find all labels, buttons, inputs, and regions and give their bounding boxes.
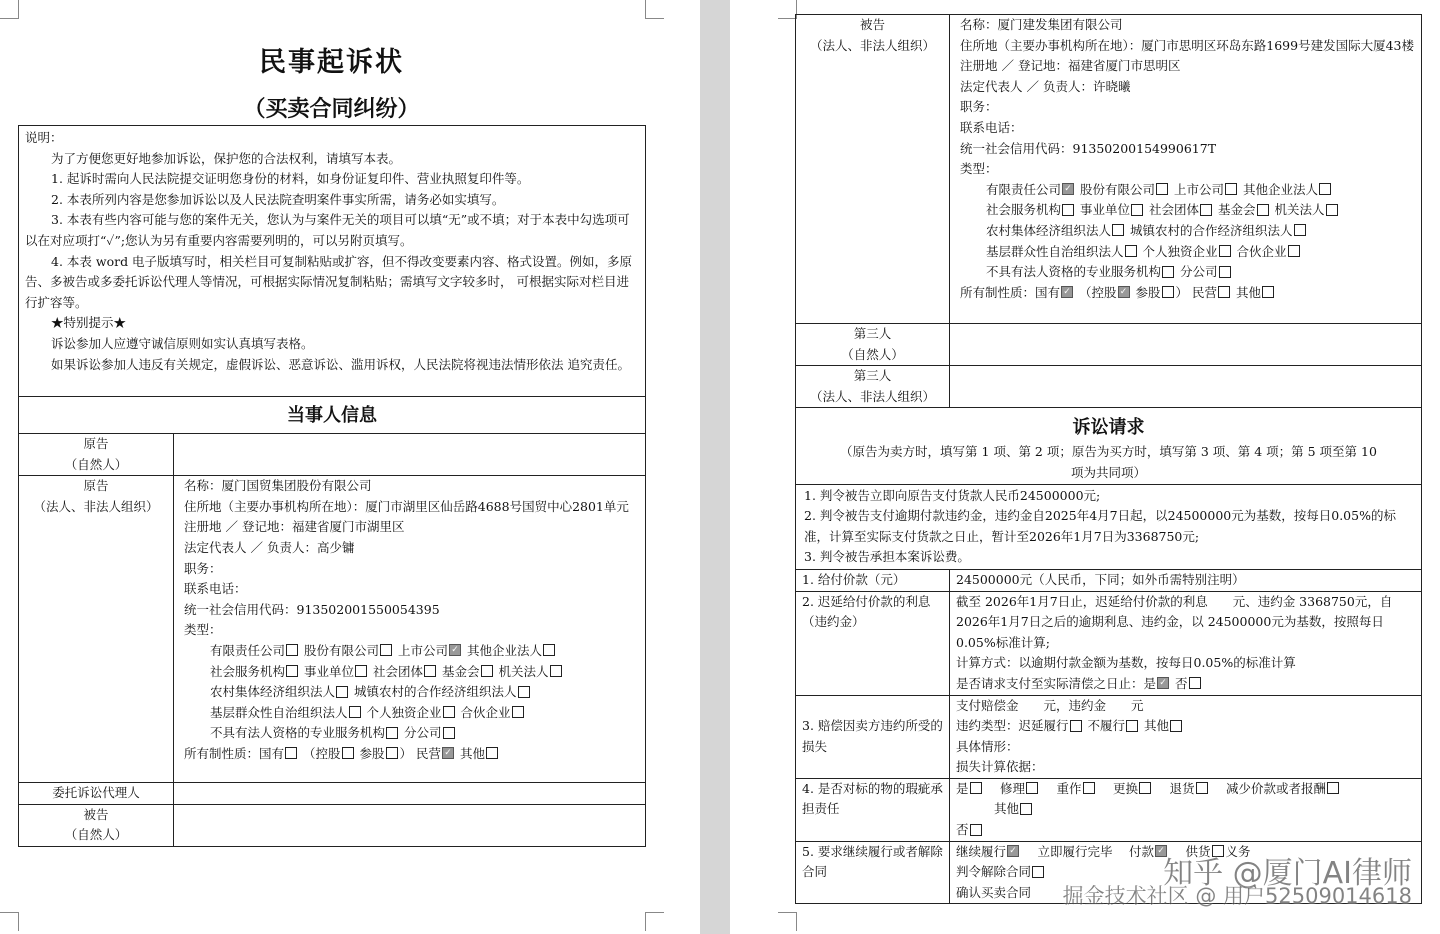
plaintiff-phone: 联系电话： xyxy=(184,581,247,597)
q4-other xyxy=(956,799,1415,820)
page-right xyxy=(730,0,1440,934)
checkbox-checked[interactable]: ✓ xyxy=(1118,286,1130,298)
third-natural-row xyxy=(796,324,1422,366)
q5-terminate-label: 判令解除合同 xyxy=(956,864,1032,880)
document-title: 民事起诉状 xyxy=(259,47,404,78)
type-option-label: 城镇农村的合作经济组织法人 xyxy=(354,684,517,700)
checkbox[interactable] xyxy=(970,824,982,836)
label-sub: （自然人） xyxy=(64,827,128,843)
ownership-option: 民营 xyxy=(416,745,442,761)
q4-row xyxy=(796,778,1422,841)
q2-method: 计算方式：以逾期付款金额为基数，按每日0.05%的标准计算 xyxy=(956,655,1296,671)
watermark-juejin: 掘金技术社区 @ 用户52509014618 xyxy=(1062,884,1412,908)
checkbox[interactable] xyxy=(285,747,297,759)
q3-label: 3. 赔偿因卖方违约所受的损失 xyxy=(796,695,950,778)
checkbox-checked[interactable]: ✓ xyxy=(1155,845,1167,857)
type-option-label: 不具有法人资格的专业服务机构 xyxy=(210,725,386,741)
instruction-item: 2. 本表所列内容是您参加诉讼以及人民法院查明案件事实所需，请务必如实填写。 xyxy=(51,191,505,207)
q4-option: 重作 xyxy=(1056,780,1082,796)
defendant-type-row-1 xyxy=(960,180,1415,201)
claim-item: 2. 判令被告支付逾期付款违约金，违约金自2025年4月7日起，以24500000元为基数，按每日0.05%的标准，计算至实际支付货款之日止，暂计至2026年1月7日为3368750元; xyxy=(804,508,1396,544)
type-option-label: 分公司 xyxy=(404,725,442,741)
plaintiff-type-row-5 xyxy=(184,723,639,744)
agent-value[interactable] xyxy=(174,783,646,805)
checkbox[interactable] xyxy=(286,665,298,677)
party-section-heading: 当事人信息 xyxy=(19,397,646,434)
label-sub: （法人、非法人组织） xyxy=(33,498,159,514)
checkbox[interactable] xyxy=(1257,204,1269,216)
checkbox[interactable] xyxy=(486,747,498,759)
checkbox[interactable] xyxy=(1294,224,1306,236)
plaintiff-type-row-3 xyxy=(184,682,639,703)
defendant-position: 职务： xyxy=(960,99,998,115)
defendant-representative: 法定代表人 ／ 负责人：许晓曦 xyxy=(960,78,1131,94)
defendant-phone: 联系电话： xyxy=(960,119,1023,135)
checkbox[interactable] xyxy=(286,644,298,656)
checkbox[interactable] xyxy=(1156,183,1168,195)
q2-until xyxy=(956,674,1415,695)
ownership-option: 国有 xyxy=(259,745,285,761)
type-option-label: 基金会 xyxy=(442,663,480,679)
checkbox[interactable] xyxy=(1218,286,1230,298)
plaintiff-org-details[interactable] xyxy=(174,476,646,783)
checkbox[interactable] xyxy=(443,706,455,718)
right-form-table xyxy=(795,14,1422,904)
checkbox[interactable] xyxy=(1327,782,1339,794)
type-option-label: 个人独资企业 xyxy=(366,704,442,720)
crop-mark xyxy=(778,912,797,931)
defendant-ownership xyxy=(960,283,1415,304)
q4-label: 4. 是否对标的物的瑕疵承担责任 xyxy=(796,778,950,841)
checkbox[interactable] xyxy=(1326,204,1338,216)
plaintiff-natural-row xyxy=(19,434,646,476)
claims-section-cell xyxy=(796,408,1422,484)
q4-no-label: 否 xyxy=(956,822,969,838)
type-option-label: 基层群众性自治组织法人 xyxy=(986,243,1124,259)
checkbox[interactable] xyxy=(1139,782,1151,794)
crop-mark xyxy=(0,912,19,931)
type-option-label: 其他企业法人 xyxy=(1243,181,1319,197)
agent-row xyxy=(19,783,646,805)
checkbox-checked[interactable]: ✓ xyxy=(1061,286,1073,298)
defendant-natural-row xyxy=(19,804,646,846)
plaintiff-natural-value[interactable] xyxy=(174,434,646,476)
q3-type-label: 违约类型：迟延履行 xyxy=(956,718,1069,734)
defendant-natural-label xyxy=(19,804,174,846)
type-option-label: 合伙企业 xyxy=(1236,243,1287,259)
type-option-label: 上市公司 xyxy=(1174,181,1225,197)
label-main: 第三人 xyxy=(853,368,892,384)
label-sub: （自然人） xyxy=(841,346,904,362)
q4-option: 修理 xyxy=(1000,780,1026,796)
type-option-label: 事业单位 xyxy=(1080,202,1131,218)
special-notice-2: 如果诉讼参加人违反有关规定，虚假诉讼、恶意诉讼、滥用诉权，人民法院将视违法情形依法 追究责任。 xyxy=(51,356,630,372)
checkbox-checked[interactable]: ✓ xyxy=(449,644,461,656)
label-main: 第三人 xyxy=(853,326,892,341)
q5-immediate-label: 立即履行完毕 xyxy=(1037,843,1113,859)
checkbox[interactable] xyxy=(1126,720,1138,732)
q5-line3: 确认买卖合同 xyxy=(956,884,1032,900)
instructions-intro: 为了方便您更好地参加诉讼，保护您的合法权利，请填写本表。 xyxy=(51,150,402,166)
q4-option: 更换 xyxy=(1113,780,1139,796)
checkbox[interactable] xyxy=(481,665,493,677)
ownership-option: 国有 xyxy=(1035,284,1061,300)
instruction-item: 3. 本表有些内容可能与您的案件无关，您认为与案件无关的项目可以填“无”或不填；对于本表中勾选项可以在对应项打“✓”;您认为另有重要内容需要列明的，可以另附页填写。 xyxy=(25,212,630,248)
checkbox-checked[interactable]: ✓ xyxy=(1062,183,1074,195)
q4-no xyxy=(956,820,1415,841)
plaintiff-ownership xyxy=(184,744,639,765)
type-option-label: 机关法人 xyxy=(1274,202,1325,218)
claims-note: （原告为卖方时，填写第 1 项、第 2 项；原告为买方时，填写第 3 项、第 4 项；第 5 项至第 10 项为共同项） xyxy=(840,444,1377,480)
instruction-item: 4. 本表 word 电子版填写时，相关栏目可复制粘贴或扩容，但不得改变要素内容、格式设置。例如，多原告、多被告或多委托诉讼代理人等情况，可根据实际情况复制粘贴；需填写文字较多时， 可根据实际对栏目进行扩容等。 xyxy=(25,253,633,310)
checkbox[interactable] xyxy=(1196,782,1208,794)
checkbox[interactable] xyxy=(342,747,354,759)
checkbox[interactable] xyxy=(550,665,562,677)
document-subtitle: （买卖合同纠纷） xyxy=(243,96,420,122)
checkbox-checked[interactable]: ✓ xyxy=(442,747,454,759)
q3-line1: 支付赔偿金 元，违约金 元 xyxy=(956,697,1144,713)
checkbox[interactable] xyxy=(970,782,982,794)
party-section-row xyxy=(19,397,646,434)
defendant-natural-value[interactable] xyxy=(174,804,646,846)
checkbox[interactable] xyxy=(355,665,367,677)
plaintiff-type-row-2 xyxy=(184,662,639,683)
third-org-label xyxy=(796,366,950,408)
checkbox[interactable] xyxy=(518,686,530,698)
defendant-type-row-4 xyxy=(960,242,1415,263)
plaintiff-position: 职务： xyxy=(184,560,222,576)
plaintiff-credit-code: 统一社会信用代码：913502001550054395 xyxy=(184,601,440,617)
defendant-type-row-2 xyxy=(960,200,1415,221)
label-main: 被告 xyxy=(83,806,109,822)
checkbox[interactable] xyxy=(1162,266,1174,278)
plaintiff-type-label: 类型： xyxy=(184,622,222,638)
checkbox[interactable] xyxy=(512,706,524,718)
plaintiff-type-row-1 xyxy=(184,641,639,662)
ownership-label: 所有制性质： xyxy=(184,745,260,761)
checkbox[interactable] xyxy=(1032,866,1044,878)
q4-other-label: 其他 xyxy=(994,801,1020,817)
checkbox[interactable] xyxy=(1288,245,1300,257)
checkbox-checked[interactable]: ✓ xyxy=(1007,845,1019,857)
type-option-label: 事业单位 xyxy=(304,663,355,679)
checkbox[interactable] xyxy=(543,644,555,656)
third-natural-label xyxy=(796,324,950,366)
ownership-bracket: ） xyxy=(1175,284,1189,300)
plaintiff-registration: 注册地 ／ 登记地：福建省厦门市湖里区 xyxy=(184,519,405,535)
instructions-cell xyxy=(19,126,646,397)
checkbox[interactable] xyxy=(1020,803,1032,815)
third-natural-value[interactable] xyxy=(950,324,1422,366)
q4-option: 退货 xyxy=(1169,780,1195,796)
label-sub: （自然人） xyxy=(64,456,128,472)
ownership-option: （控股 xyxy=(303,745,341,761)
q2-until-label: 是否请求支付至实际清偿之日止：是 xyxy=(956,675,1157,691)
defendant-name: 名称：厦门建发集团有限公司 xyxy=(960,17,1123,32)
checkbox[interactable] xyxy=(1083,782,1095,794)
checkbox[interactable] xyxy=(1262,286,1274,298)
page-left xyxy=(0,0,700,934)
plaintiff-natural-label xyxy=(19,434,174,476)
label-main: 被告 xyxy=(859,17,885,32)
q3-row xyxy=(796,695,1422,778)
checkbox[interactable] xyxy=(1062,204,1074,216)
plaintiff-name: 名称：厦门国贸集团股份有限公司 xyxy=(184,478,372,494)
ownership-option: 参股 xyxy=(1135,284,1161,300)
label-main: 原告 xyxy=(83,436,109,451)
defendant-address: 住所地（主要办事机构所在地）：厦门市思明区环岛东路1699号建发国际大厦43楼 xyxy=(960,37,1414,53)
checkbox[interactable] xyxy=(1219,266,1231,278)
instructions-row xyxy=(19,126,646,397)
claims-section-heading: 诉讼请求 xyxy=(1072,417,1145,439)
type-option-label: 不具有法人资格的专业服务机构 xyxy=(986,264,1162,280)
type-option-label: 机关法人 xyxy=(498,663,549,679)
checkbox[interactable] xyxy=(1070,720,1082,732)
claims-cell[interactable] xyxy=(796,484,1422,569)
checkbox[interactable] xyxy=(380,644,392,656)
q3-type xyxy=(956,716,1415,737)
checkbox[interactable] xyxy=(1319,183,1331,195)
claims-section-row xyxy=(796,408,1422,484)
special-notice-heading: ★特别提示★ xyxy=(51,315,127,331)
q4-option: 是 xyxy=(956,780,969,796)
q2-value: 截至 2026年1月7日止，迟延给付价款的利息 元、违约金 3368750元，自 2026年1月7日之后的逾期利息、违约金，以 24500000元为基数，按照每日0.05%标准计算; xyxy=(956,593,1393,650)
checkbox[interactable] xyxy=(1170,720,1182,732)
checkbox[interactable] xyxy=(1162,286,1174,298)
checkbox[interactable] xyxy=(1112,224,1124,236)
type-option-label: 股份有限公司 xyxy=(304,642,380,658)
watermark-zhihu: 知乎 @厦门AI律师 xyxy=(1163,856,1412,891)
ownership-option: （控股 xyxy=(1079,284,1117,300)
q2-no-label: 否 xyxy=(1175,675,1188,691)
q3-nonperf-label: 不履行 xyxy=(1087,718,1126,734)
left-form-table xyxy=(18,125,646,847)
q3-other-label: 其他 xyxy=(1144,718,1170,734)
defendant-org-details[interactable] xyxy=(950,15,1422,324)
q3-value-cell[interactable] xyxy=(950,695,1422,778)
type-option-label: 上市公司 xyxy=(398,642,449,658)
plaintiff-address: 住所地（主要办事机构所在地）：厦门市湖里区仙岳路4688号国贸中心2801单元 xyxy=(184,498,629,514)
q2-label: 2. 迟延给付价款的利息（违约金） xyxy=(796,591,950,695)
type-option-label: 合伙企业 xyxy=(460,704,511,720)
type-option-label: 有限责任公司 xyxy=(210,642,286,658)
ownership-bracket: ） xyxy=(399,745,413,761)
defendant-credit-code: 统一社会信用代码：91350200154990617T xyxy=(960,140,1217,156)
ownership-label: 所有制性质： xyxy=(960,284,1036,300)
plaintiff-representative: 法定代表人 ／ 负责人：高少镛 xyxy=(184,539,355,555)
plaintiff-org-label xyxy=(19,476,174,783)
third-org-value[interactable] xyxy=(950,366,1422,408)
checkbox[interactable] xyxy=(1131,204,1143,216)
ownership-option: 其他 xyxy=(1236,284,1262,300)
type-option-label: 社会服务机构 xyxy=(210,663,286,679)
ownership-option: 参股 xyxy=(359,745,385,761)
q1-row xyxy=(796,569,1422,591)
crop-mark xyxy=(0,0,19,19)
claim-item: 3. 判令被告承担本案诉讼费。 xyxy=(804,549,970,565)
label-main: 原告 xyxy=(83,478,109,494)
instruction-item: 1. 起诉时需向人民法院提交证明您身份的材料，如身份证复印件、营业执照复印件等。 xyxy=(51,171,530,187)
special-notice-1: 诉讼参加人应遵守诚信原则如实认真填写表格。 xyxy=(51,335,314,351)
q4-value-cell[interactable] xyxy=(950,778,1422,841)
q4-option: 减少价款或者报酬 xyxy=(1226,780,1327,796)
q5-obligation-label: 义务 xyxy=(1225,843,1251,859)
type-option-label: 基层群众性自治组织法人 xyxy=(210,704,348,720)
q3-detail: 具体情形： xyxy=(956,738,1019,754)
plaintiff-type-row-4 xyxy=(184,703,639,724)
third-org-row xyxy=(796,366,1422,408)
plaintiff-org-row xyxy=(19,476,646,783)
q5-continue-label: 继续履行 xyxy=(956,843,1007,859)
q5-pay-label: 付款 xyxy=(1129,843,1155,859)
checkbox[interactable] xyxy=(386,747,398,759)
q2-row xyxy=(796,591,1422,695)
ownership-option: 其他 xyxy=(460,745,486,761)
type-option-label: 基金会 xyxy=(1218,202,1256,218)
crop-mark xyxy=(645,0,664,19)
type-option-label: 农村集体经济组织法人 xyxy=(210,684,336,700)
claims-row xyxy=(796,484,1422,569)
checkbox[interactable] xyxy=(336,686,348,698)
defendant-org-label xyxy=(796,15,950,324)
checkbox[interactable] xyxy=(424,665,436,677)
type-option-label: 股份有限公司 xyxy=(1080,181,1156,197)
defendant-type-label: 类型： xyxy=(960,161,998,177)
instructions-heading: 说明： xyxy=(25,130,63,145)
checkbox[interactable] xyxy=(1026,782,1038,794)
type-option-label: 城镇农村的合作经济组织法人 xyxy=(1130,222,1293,238)
checkbox[interactable] xyxy=(1219,245,1231,257)
type-option-label: 其他企业法人 xyxy=(467,642,543,658)
q1-value[interactable]: 24500000元（人民币，下同；如外币需特别注明） xyxy=(950,569,1422,591)
type-option-label: 个人独资企业 xyxy=(1142,243,1218,259)
defendant-org-row xyxy=(796,15,1422,324)
q3-basis: 损失计算依据： xyxy=(956,759,1044,775)
type-option-label: 社会团体 xyxy=(373,663,424,679)
type-option-label: 分公司 xyxy=(1180,264,1218,280)
label-sub: （法人、非法人组织） xyxy=(809,388,935,404)
type-option-label: 有限责任公司 xyxy=(986,181,1062,197)
checkbox[interactable] xyxy=(1200,204,1212,216)
checkbox[interactable] xyxy=(386,727,398,739)
label-sub: （法人、非法人组织） xyxy=(809,37,935,53)
checkbox[interactable] xyxy=(443,727,455,739)
ownership-option: 民营 xyxy=(1192,284,1218,300)
type-option-label: 社会团体 xyxy=(1149,202,1200,218)
checkbox[interactable] xyxy=(1189,677,1201,689)
checkbox[interactable] xyxy=(349,706,361,718)
type-option-label: 社会服务机构 xyxy=(986,202,1062,218)
q5-deliver-label: 供货 xyxy=(1185,843,1211,859)
defendant-registration: 注册地 ／ 登记地：福建省厦门市思明区 xyxy=(960,58,1181,74)
checkbox-checked[interactable]: ✓ xyxy=(1157,677,1169,689)
defendant-type-row-5 xyxy=(960,262,1415,283)
defendant-type-row-3 xyxy=(960,221,1415,242)
agent-label: 委托诉讼代理人 xyxy=(19,783,174,805)
q2-value-cell[interactable] xyxy=(950,591,1422,695)
checkbox[interactable] xyxy=(1125,245,1137,257)
type-option-label: 农村集体经济组织法人 xyxy=(986,222,1112,238)
q1-label: 1. 给付价款（元） xyxy=(796,569,950,591)
q5-label: 5. 要求继续履行或者解除合同 xyxy=(796,841,950,904)
crop-mark xyxy=(645,912,664,931)
checkbox[interactable] xyxy=(1225,183,1237,195)
claim-item: 1. 判令被告立即向原告支付货款人民币24500000元; xyxy=(804,487,1101,503)
q4-options xyxy=(956,779,1415,800)
